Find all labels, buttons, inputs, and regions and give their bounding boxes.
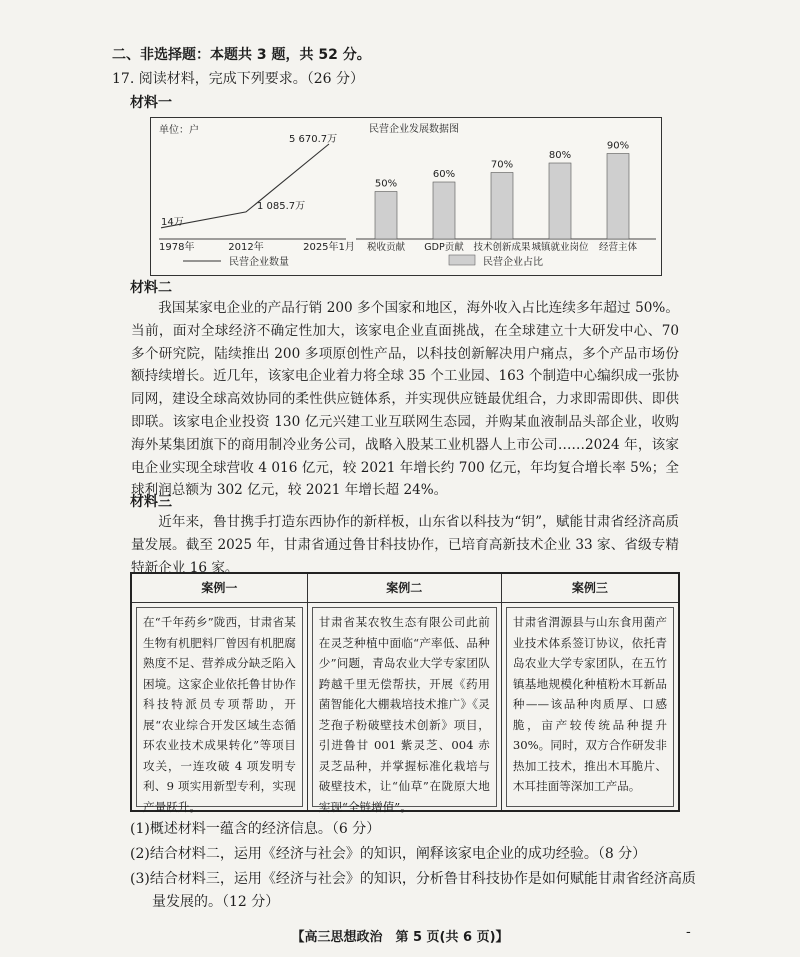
bar xyxy=(607,154,629,240)
material3-label: 材料三 xyxy=(130,494,172,510)
line-x-tick-label: 2025年1月 xyxy=(303,242,355,253)
bar-value-label: 80% xyxy=(548,150,572,161)
line-data-label: 5 670.7万 xyxy=(289,134,338,145)
bar-category-label: 经营主体 xyxy=(598,242,638,253)
bar-value-label: 70% xyxy=(490,159,514,171)
case-table xyxy=(130,572,680,812)
case-text: 甘肃省渭源县与山东食用菌产业技术体系签订协议，依托青岛农业大学专家团队，在五竹镇基地规模化种植粉木耳新品种——该品种肉质厚、口感脆，亩产较传统品种提升 30%。同时，双方合作研发非热加工技术，推出木耳脆片、木耳挂面等深加工产品。 xyxy=(506,607,674,807)
sub-question-3-continued: 量发展的。（12 分） xyxy=(152,894,280,910)
case-cell xyxy=(131,603,307,812)
line-data-label: 14万 xyxy=(161,216,184,228)
bar-category-label: 城镇就业岗位 xyxy=(531,242,589,253)
bar-category-label: 税收贡献 xyxy=(366,242,406,253)
case-cell xyxy=(307,603,501,812)
case-text: 在“千年药乡”陇西，甘肃省某生物有机肥料厂曾因有机肥腐熟度不足、营养成分缺乏陷入困境。这家企业依托鲁甘协作科技特派员专项帮助，开展“农业综合开发区域生态循环农业技术成果转化”等项目攻关，一连攻破 4 项发明专利、9 项实用新型专利，实现产量跃升。 xyxy=(136,607,303,807)
material2-text: 我国某家电企业的产品行销 200 多个国家和地区，海外收入占比连续多年超过 50%。当前，面对全球经济不确定性加大，该家电企业直面挑战，在全球建立十大研发中心、70 多个研究院，陆续推出 200 多项原创性产品，以科技创新解决用户痛点，多个产品市场份额持续增长。近几年，该家电企业着力将全球 35 个工业园、163 个制造中心编织成一张协同网，建设全球高效协同的柔性供应链体系，并实现供应链最优组合，力求即需即供、即供即联。该家电企业投资 130 亿元兴建工业互联网生态园，并购某血液制品头部企业，收购海外某集团旗下的商用制冷业务公司，战略入股某工业机器人上市公司……2024 年，该家电企业实现全球营收 4 016 亿元，较 2021 年增长约 700 亿元，年均复合增长率 5%；全球利润总额为 302 亿元，较 2021 年增长超 24%。 xyxy=(131,300,679,499)
line-data-label: 1 085.7万 xyxy=(257,200,306,212)
page-footer: 【高三思想政治 第 5 页(共 6 页)】 xyxy=(291,930,509,945)
bar-value-label: 50% xyxy=(374,178,398,190)
case-header: 案例二 xyxy=(307,573,501,603)
legend-bar-label: 民营企业占比 xyxy=(483,257,543,268)
figure-svg xyxy=(151,118,661,275)
material2-label: 材料二 xyxy=(130,280,172,296)
case-text: 甘肃省某农牧生态有限公司此前在灵芝种植中面临“产率低、品种少”问题，青岛农业大学专家团队跨越千里无偿帮扶，开展《药用菌智能化大棚栽培技术推广》《灵芝孢子粉破壁技术创新》项目，引进鲁甘 001 紫灵芝、004 赤灵芝品种，并掌握标准化栽培与破壁技术，让“仙草”在陇原大地实现“全链增值”。 xyxy=(312,607,497,807)
bar xyxy=(433,182,455,239)
material2-paragraph xyxy=(131,297,679,502)
bar-category-label: 技术创新成果 xyxy=(473,242,531,253)
question-title: 17. 阅读材料，完成下列要求。（26 分） xyxy=(112,71,364,87)
unit-label: 单位：户 xyxy=(159,125,199,136)
case-table-header-row xyxy=(131,573,679,603)
legend-line-label: 民营企业数量 xyxy=(229,257,289,268)
case-table-row xyxy=(131,603,679,812)
case-cell xyxy=(501,603,679,812)
sub-question-1: (1)概述材料一蕴含的经济信息。（6 分） xyxy=(130,821,381,837)
sub-question-2: (2)结合材料二，运用《经济与社会》的知识，阐释该家电企业的成功经验。（8 分） xyxy=(130,846,647,862)
case-header: 案例一 xyxy=(131,573,307,603)
material3-paragraph xyxy=(131,511,679,579)
series-line-private-enterprise-count xyxy=(161,144,329,228)
material3-text: 近年来，鲁甘携手打造东西协作的新样板，山东省以科技为“钥”，赋能甘肃省经济高质量发展。截至 2025 年，甘肃省通过鲁甘科技协作，已培育高新技术企业 33 家、省级专精特新企业 16 家。 xyxy=(131,514,679,576)
bar-chart-title: 民营企业发展数据图 xyxy=(369,124,459,135)
line-x-tick-label: 2012年 xyxy=(228,242,264,253)
material1-label: 材料一 xyxy=(130,95,172,111)
bar xyxy=(549,163,571,239)
sub-question-3: (3)结合材料三，运用《经济与社会》的知识，分析鲁甘科技协作是如何赋能甘肃省经济高质 xyxy=(130,871,696,887)
data-figure xyxy=(150,117,662,276)
section-header: 二、非选择题：本题共 3 题，共 52 分。 xyxy=(112,47,371,63)
bar-category-label: GDP贡献 xyxy=(424,242,464,253)
bar xyxy=(491,173,513,240)
case-header: 案例三 xyxy=(501,573,679,603)
corner-mark: - xyxy=(686,924,691,940)
bar xyxy=(375,192,397,240)
legend-bar-swatch xyxy=(449,255,475,265)
bar-value-label: 90% xyxy=(606,140,630,152)
bar-value-label: 60% xyxy=(432,169,456,180)
line-x-tick-label: 1978年 xyxy=(159,242,195,253)
